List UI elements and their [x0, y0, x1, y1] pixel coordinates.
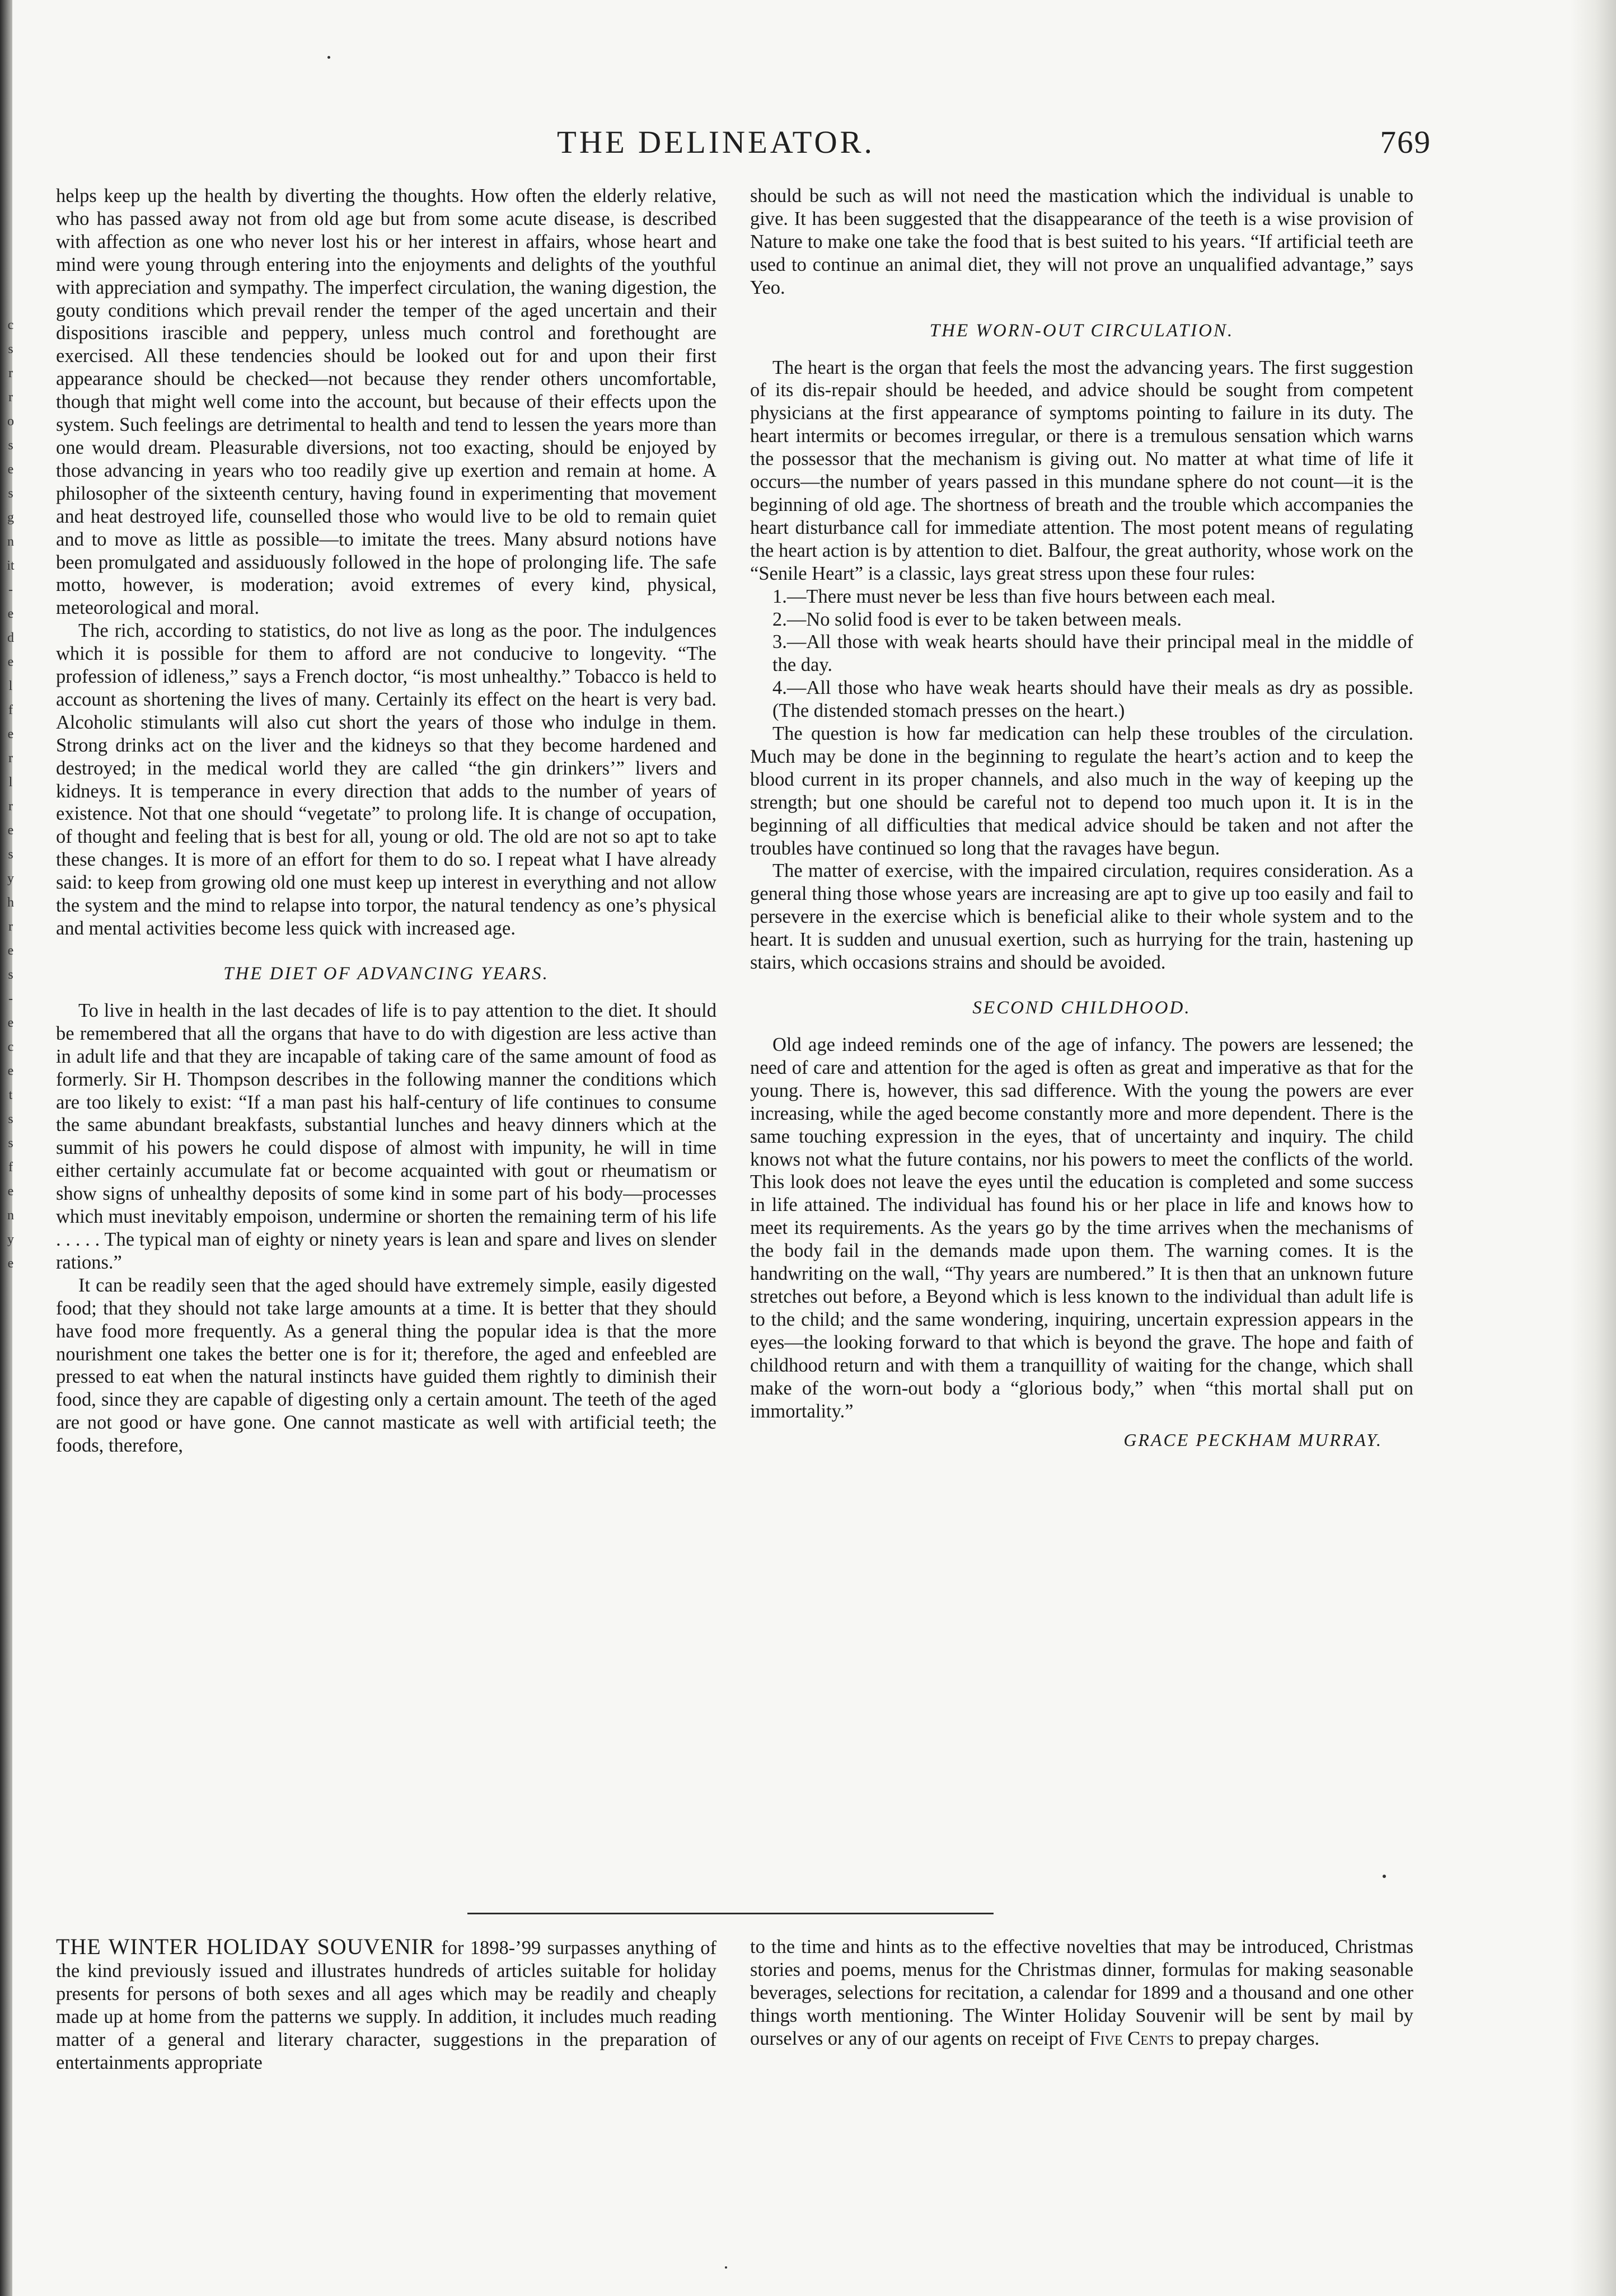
page-number: 769: [1380, 125, 1431, 160]
section-heading-second-childhood: SECOND CHILDHOOD.: [972, 998, 1191, 1018]
running-head: [532, 124, 1431, 169]
margin-fragment: g: [7, 510, 14, 525]
rule-item: 3.—All those with weak hearts should have their principal meal in the middle of the day.: [772, 631, 1413, 676]
margin-fragment: l: [8, 775, 13, 790]
notice-right-column: [750, 1936, 1413, 2050]
margin-fragment: d: [7, 631, 14, 645]
margin-fragment: s: [8, 486, 13, 501]
paragraph: Old age indeed reminds one of the age of infancy. The powers are lessened; the need of care and attention for the aged is often as great and imperative as that for the young. There is, however, this sad difference. With the young the powers are ever increasing, while the aged become constantly more and more dependent. There is the same touching expression in the eyes, that of uncertainty and inquiry. The child knows not what the future contains, nor his powers to meet the conflicts of the world. This look does not leave the eyes until the education is completed and some success in life attained. The individual has found his or her place in life and knows how to meet its requirements. As the years go by the time arrives when the mechanisms of the body fail in the demands made upon them. The warning comes. It is the handwriting on the wall, “Thy years are numbered.” It is then that an unknown future stretches out before, a Beyond which is less known to the individual than adult life is to the child; and the same wondering, inquiring, uncertain expression appears in the eyes—the looking forward to that which is beyond the grave. The hope and faith of childhood return and with them a tranquillity of waiting for the change, which shall make of the worn-out body a “glorious body,” when “this mortal shall put on immortality.”: [750, 1034, 1413, 1422]
notice-text: to the time and hints as to the effective novelties that may be introduced, Christmas stories and poems, menus for the Christmas dinner, formulas for making seasonable beverages, selections for recitation, a calendar for 1899 and a thousand and one other things worth mentioning. The Winter Holiday Souvenir will be sent by mail by ourselves or any of our agents on receipt of: [750, 1936, 1413, 2049]
notice-text: for 1898-’99 surpasses anything of the kind previously issued and illustrates hundreds of articles suitable for holiday presents for persons of both sexes and all ages which may be readily and cheaply made up at home from the patterns we supply. In addition, it includes much reading matter of a general and literary character, suggestions in the preparation of entertainments appropriate: [56, 1937, 716, 2073]
margin-fragment: e: [7, 462, 14, 477]
notice-paragraph: [750, 1936, 1413, 2050]
notice-price: Five Cents: [1089, 2027, 1174, 2049]
margin-fragment: -: [8, 992, 13, 1006]
margin-fragment: c: [7, 318, 14, 332]
margin-fragment: y: [7, 1232, 14, 1247]
margin-fragment: c: [7, 1040, 14, 1054]
margin-fragment: l: [8, 679, 13, 693]
notice-lead: THE WINTER HOLIDAY SOUVENIR: [56, 1934, 435, 1959]
margin-fragment: s: [8, 342, 13, 356]
margin-fragment: r: [8, 366, 13, 381]
margin-fragment: n: [7, 534, 14, 549]
right-column: [750, 185, 1413, 1452]
margin-fragment: e: [7, 1256, 14, 1271]
adjacent-page-fragments: [0, 313, 21, 2104]
section-heading-circulation: THE WORN-OUT CIRCULATION.: [929, 320, 1234, 341]
scan-speck: [327, 56, 330, 59]
margin-fragment: r: [8, 390, 13, 405]
rule-item: 2.—No solid food is ever to be taken between meals.: [772, 608, 1182, 630]
margin-fragment: e: [7, 823, 14, 838]
paragraph: The question is how far medication can help these troubles of the circulation. Much may be done in the beginning to regulate the heart’s action and to keep the blood current in its proper channels, and also much in the way of keeping up the strength; but one should be careful not to depend too much upon it. It is in the beginning of all difficulties that medical advice should be taken and not after the troubles have continued so long that the ravages have begun.: [750, 723, 1413, 859]
margin-fragment: e: [7, 943, 14, 958]
margin-fragment: r: [8, 919, 13, 934]
scan-speck: [725, 2266, 727, 2269]
margin-fragment: -: [8, 583, 13, 597]
margin-fragment: f: [8, 1160, 13, 1175]
journal-title: THE DELINEATOR.: [557, 125, 875, 160]
margin-fragment: r: [8, 751, 13, 766]
margin-fragment: it: [7, 558, 15, 573]
margin-fragment: y: [7, 871, 14, 886]
margin-fragment: s: [8, 1136, 13, 1151]
paragraph: The matter of exercise, with the impaired circulation, requires consideration. As a general thing those whose years are increasing are apt to give up too easily and fail to persevere in the exercise which is beneficial alike to their whole system and to the heart. It is sudden and unusual exertion, such as hurrying for the train, hastening up stairs, which occasions strains and should be avoided.: [750, 860, 1413, 974]
notice-text: to prepay charges.: [1174, 2027, 1320, 2049]
rule-item: 4.—All those who have weak hearts should have their meals as dry as possible. (The distended stomach presses on the heart.): [772, 677, 1413, 722]
paragraph: To live in health in the last decades of life is to pay attention to the diet. It should be remembered that all the organs that have to do with digestion are less active than in adult life and that they are incapable of taking care of the same amount of food as formerly. Sir H. Thompson describes in the following manner the conditions which are too likely to exist: “If a man past his half-century of life continues to consume the same abundant breakfasts, substantial lunches and heavy dinners which at the summit of his powers he could dispose of almost with impunity, he will in time either certainly accumulate fat or become acquainted with gout or rheumatism or show signs of unhealthy deposits of some kind in some part of his body—processes which must inevitably empoison, undermine or shorten the remaining term of his life . . . . . The typical man of eighty or ninety years is lean and spare and lives on slender rations.”: [56, 999, 716, 1273]
margin-fragment: o: [7, 414, 14, 429]
margin-fragment: r: [8, 799, 13, 814]
scan-speck: [1383, 1875, 1386, 1878]
margin-fragment: s: [8, 1112, 13, 1126]
margin-fragment: n: [7, 1208, 14, 1223]
author-byline: GRACE PECKHAM MURRAY.: [1123, 1430, 1383, 1450]
paragraph: helps keep up the health by diverting the thoughts. How often the elderly relative, who has passed away not from old age but from some acute disease, is described with affection as one who never lost his or her interest in affairs, whose heart and mind were young through entering into the enjoyments and delights of the youthful with appreciation and sympathy. The imperfect circulation, the waning digestion, the gouty conditions which prevail render the temper of the aged uncertain and their dispositions irascible and peppery, unless much control and forethought are exercised. All these tendencies should be looked out for and upon their first appearance should be checked—not because they render others uncomfortable, though that might well come into the account, but because of their effects upon the system. Such feelings are detrimental to health and tend to lessen the years more than one would dream. Pleasurable diversions, not too exacting, should be enjoyed by those advancing in years who too readily give up exertion and remain at home. A philosopher of the sixteenth century, having found in experimenting that movement and heat destroyed life, counselled those who would live to be old to remain quiet and to move as little as possible—to imitate the trees. Many absurd notions have been promulgated and assiduously followed in the hope of prolonging life. The safe motto, however, is moderation; avoid extremes of every kind, physical, meteorological and moral.: [56, 185, 716, 619]
margin-fragment: e: [7, 1064, 14, 1078]
margin-fragment: t: [8, 1088, 13, 1102]
paragraph: should be such as will not need the mastication which the individual is unable to give. It has been suggested that the disappearance of the teeth is a wise provision of Nature to make one take the food that is best suited to his years. “If artificial teeth are used to continue an animal diet, they will not prove an unqualified advantage,” says Yeo.: [750, 185, 1413, 298]
margin-fragment: e: [7, 727, 14, 741]
notice-paragraph: [56, 1936, 716, 2074]
section-divider-rule: [467, 1913, 994, 1914]
notice-left-column: [56, 1936, 716, 2074]
margin-fragment: h: [7, 895, 14, 910]
section-heading-diet: THE DIET OF ADVANCING YEARS.: [223, 963, 549, 984]
margin-fragment: e: [7, 607, 14, 621]
paragraph: The rich, according to statistics, do not live as long as the poor. The indulgences which it is possible for them to afford are not conducive to longevity. “The profession of idleness,” says a French doctor, “is most unhealthy.” Tobacco is held to account as shortening the lives of many. Certainly its effect on the heart is very bad. Alcoholic stimulants will also cut short the years of those who indulge in them. Strong drinks act on the liver and the kidneys so that they become hardened and destroyed; in the medical world they are called “the gin drinkers’” livers and kidneys. It is temperance in every direction that adds to the number of years of existence. Not that one should “vegetate” to prolong life. It is change of occupation, of thought and feeling that is best for all, young or old. The old are not so apt to take these changes. It is more of an effort for them to do so. I repeat what I have already said: to keep from growing old one must keep up interest in everything and not allow the system and the mind to relapse into torpor, the natural tendency as one’s physical and mental activities become less quick with increased age.: [56, 620, 716, 939]
margin-fragment: f: [8, 703, 13, 717]
margin-fragment: e: [7, 1184, 14, 1199]
paragraph: It can be readily seen that the aged should have extremely simple, easily digested food; that they should not take large amounts at a time. It is better that they should have food more frequently. As a general thing the popular idea is that the more nourishment one takes the better one is for it; therefore, the aged and enfeebled are pressed to eat when the natural instincts have guided them rightly to diminish their food, since they are capable of digesting only a certain amount. The teeth of the aged are not good or have gone. One cannot masticate as well with artificial teeth; the foods, therefore,: [56, 1274, 716, 1457]
right-page-edge: [1570, 0, 1616, 2296]
margin-fragment: s: [8, 438, 13, 453]
margin-fragment: s: [8, 847, 13, 862]
paragraph: The heart is the organ that feels the most the advancing years. The first suggestion of its dis-repair should be heeded, and advice should be sought from competent physicians at the first appearance of symptoms pointing to failure in its duty. The heart intermits or becomes irregular, or there is a tremulous sensation which warns the possessor that the mechanism is giving out. No matter at what time of life it occurs—the number of years passed in this mundane sphere do not count—it is the beginning of old age. The shortness of breath and the trouble which accompanies the heart disturbance call for immediate attention. The most potent means of regulating the heart action is by attention to diet. Balfour, the great authority, whose work on the “Senile Heart” is a classic, lays great stress upon these four rules:: [750, 356, 1413, 584]
rule-item: 1.—There must never be less than five hours between each meal.: [772, 585, 1276, 607]
margin-fragment: e: [7, 1016, 14, 1030]
margin-fragment: s: [8, 968, 13, 982]
margin-fragment: e: [7, 655, 14, 669]
left-column: [56, 185, 716, 1457]
